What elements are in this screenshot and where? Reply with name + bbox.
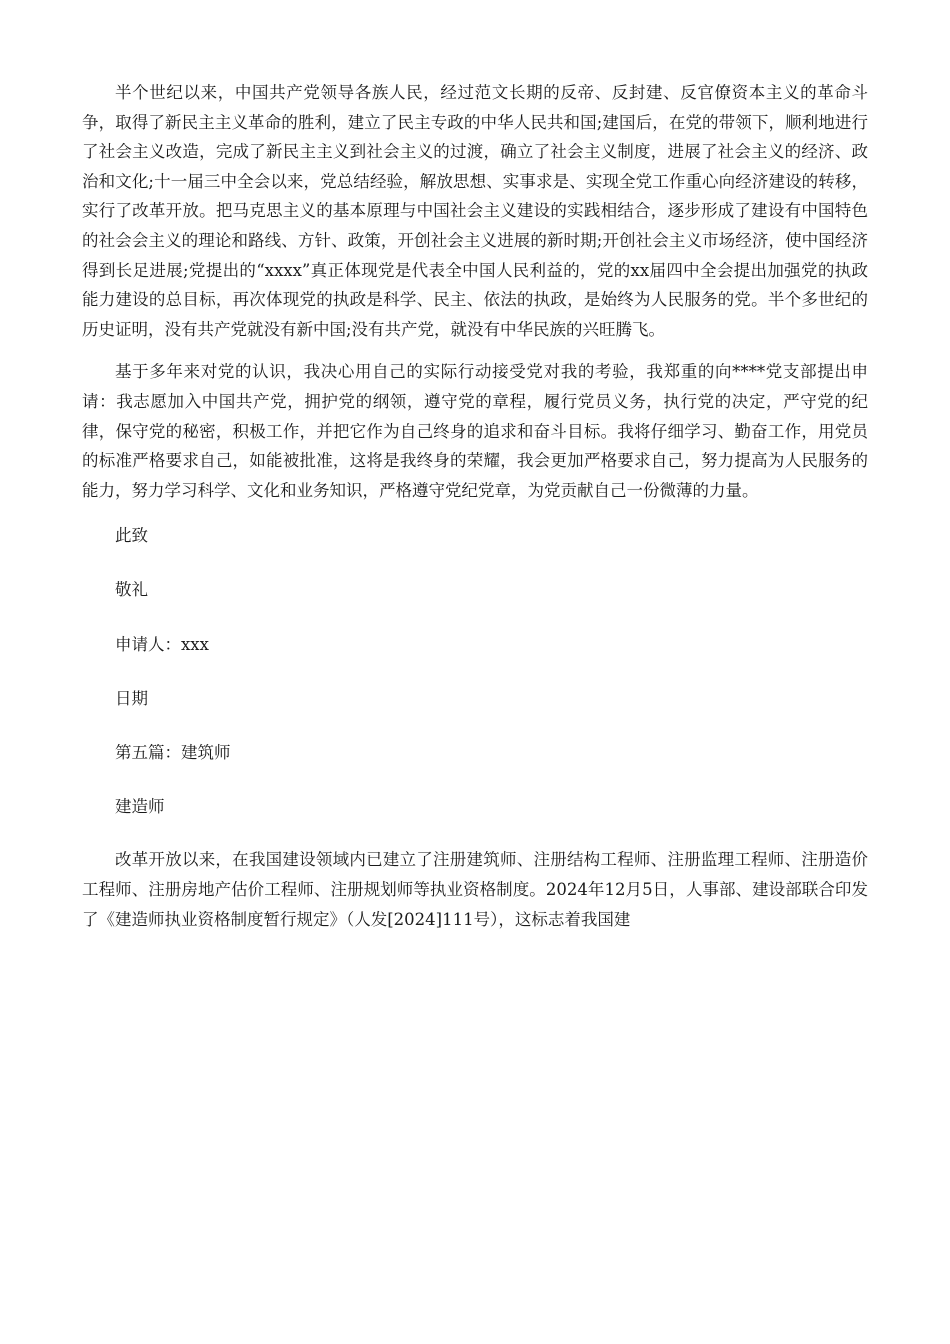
body-paragraph-1: 半个世纪以来，中国共产党领导各族人民，经过范文长期的反帝、反封建、反官僚资本主义的革命斗争，取得了新民主主义革命的胜利，建立了民主专政的中华人民共和国;建国后，在党的带领下，顺利地进行了社会主义改造，完成了新民主主义到社会主义的过渡，确立了社会主义制度，进展了社会主义的经济、政治和文化;十一届三中全会以来，党总结经验，解放思想、实事求是、实现全党工作重心向经济建设的转移，实行了改革开放。把马克思主义的基本原理与中国社会主义建设的实践相结合，逐步形成了建设有中国特色的社会会主义的理论和路线、方针、政策，开创社会主义进展的新时期;开创社会主义市场经济，使中国经济得到长足进展;党提出的“xxxx”真正体现党是代表全中国人民利益的，党的xx届四中全会提出加强党的执政能力建设的总目标，再次体现党的执政是科学、民主、依法的执政，是始终为人民服务的党。半个多世纪的历史证明，没有共产党就没有新中国;没有共产党，就没有中华民族的兴旺腾飞。	[82, 83, 868, 339]
section-subheading: 建造师	[115, 796, 165, 816]
date-line: 日期	[115, 688, 148, 708]
applicant-line: 申请人：xxx	[115, 634, 209, 654]
body-paragraph-3: 改革开放以来，在我国建设领域内已建立了注册建筑师、注册结构工程师、注册监理工程师、注册造价工程师、注册房地产估价工程师、注册规划师等执业资格制度。2024年12月5日，人事部、建设部联合印发了《建造师执业资格制度暂行规定》（人发[2024]111号），这标志着我国建	[82, 850, 868, 929]
body-paragraph-2: 基于多年来对党的认识，我决心用自己的实际行动接受党对我的考验，我郑重的向****党支部提出申请：我志愿加入中国共产党，拥护党的纲领，遵守党的章程，履行党员义务，执行党的决定，严守党的纪律，保守党的秘密，积极工作，并把它作为自己终身的追求和奋斗目标。我将仔细学习、勤奋工作，用党员的标准严格要求自己，如能被批准，这将是我终身的荣耀，我会更加严格要求自己，努力提高为人民服务的能力，努力学习科学、文化和业务知识，严格遵守党纪党章，为党贡献自己一份微薄的力量。	[82, 362, 868, 500]
section-heading: 第五篇：建筑师	[115, 742, 231, 762]
closing-regards: 敬礼	[115, 580, 148, 600]
closing-salutation: 此致	[115, 526, 148, 546]
document-page	[82, 78, 868, 934]
